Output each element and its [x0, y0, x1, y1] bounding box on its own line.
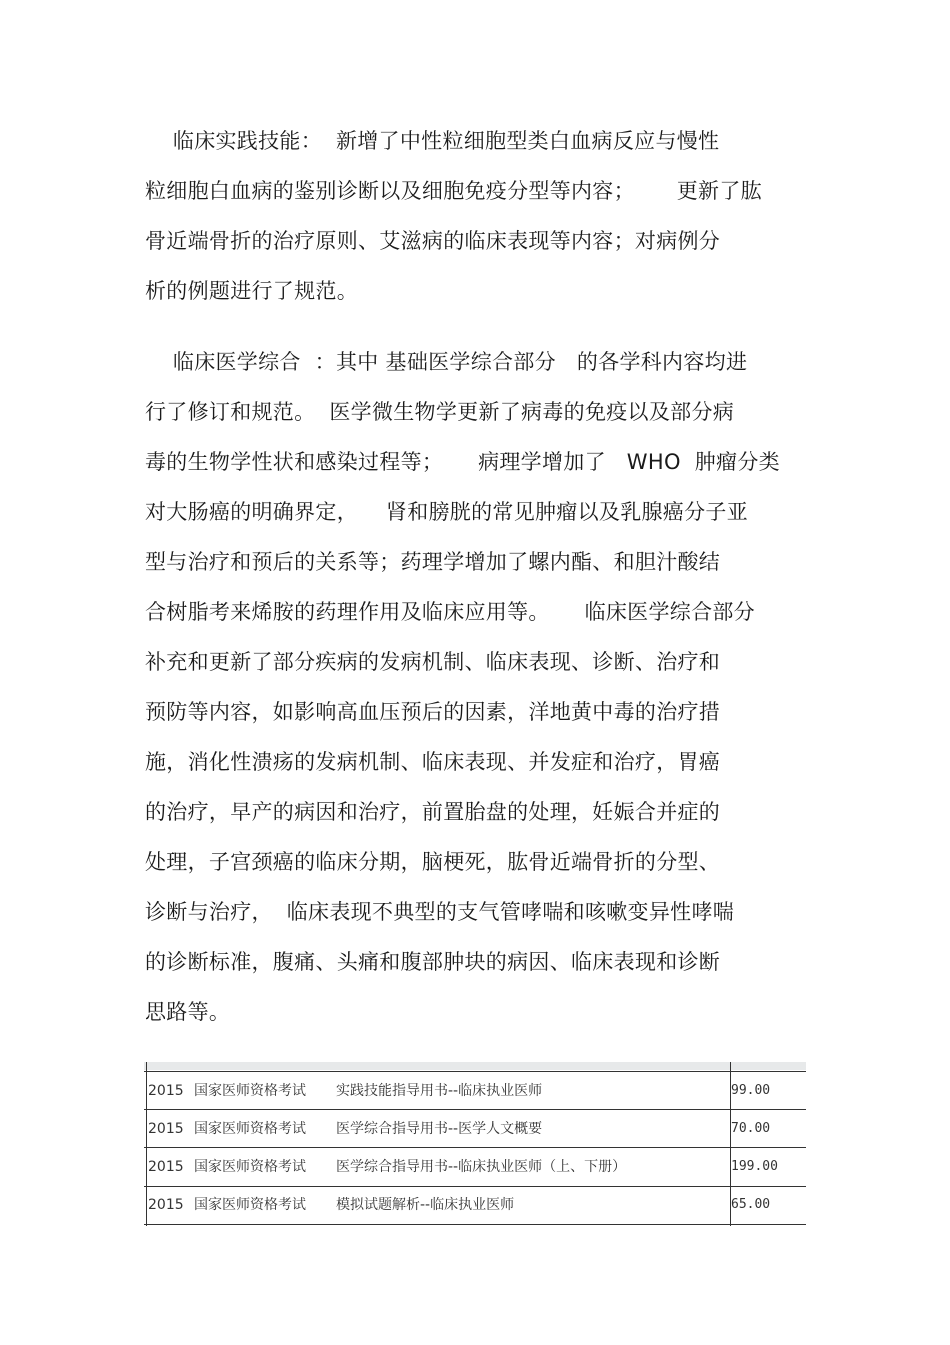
text-line: 合树脂考来烯胺的药理作用及临床应用等。 临床医学综合部分	[145, 600, 755, 624]
text-line: 思路等。	[145, 1000, 231, 1024]
series-cell: 国家医师资格考试	[194, 1197, 306, 1213]
title-cell: 医学综合指导用书--临床执业医师（上、下册）	[336, 1159, 627, 1175]
table-row-divider	[144, 1147, 806, 1148]
table-row-divider	[144, 1186, 806, 1187]
text-line: 处理，子宫颈癌的临床分期，脑梗死，肱骨近端骨折的分型、	[145, 850, 721, 874]
series-cell: 国家医师资格考试	[194, 1159, 306, 1175]
year-cell: 2015	[148, 1197, 184, 1213]
table-left-border	[146, 1062, 147, 1226]
price-cell: 65.00	[731, 1197, 771, 1212]
text-line: 对大肠癌的明确界定， 肾和膀胱的常见肿瘤以及乳腺癌分子亚	[145, 500, 748, 524]
text-line: 型与治疗和预后的关系等；药理学增加了螺内酯、和胆汁酸结	[145, 550, 721, 574]
year-cell: 2015	[148, 1159, 184, 1175]
text-line: 的诊断标准，腹痛、头痛和腹部肿块的病因、临床表现和诊断	[145, 950, 721, 974]
text-line: 粒细胞白血病的鉴别诊断以及细胞免疫分型等内容； 更新了肱	[145, 179, 762, 203]
title-cell: 实践技能指导用书--临床执业医师	[336, 1083, 543, 1099]
text-line: 预防等内容，如影响高血压预后的因素，洋地黄中毒的治疗措	[145, 700, 721, 724]
price-cell: 99.00	[731, 1083, 771, 1098]
year-cell: 2015	[148, 1083, 184, 1099]
series-cell: 国家医师资格考试	[194, 1083, 306, 1099]
price-cell: 70.00	[731, 1121, 771, 1136]
text-line: 行了修订和规范。 医学微生物学更新了病毒的免疫以及部分病	[145, 400, 735, 424]
text-line: 骨近端骨折的治疗原则、艾滋病的临床表现等内容；对病例分	[145, 229, 721, 253]
text-line: 诊断与治疗， 临床表现不典型的支气管哮喘和咳嗽变异性哮喘	[145, 900, 735, 924]
text-line: 临床实践技能： 新增了中性粒细胞型类白血病反应与慢性	[145, 129, 720, 153]
text-line: 补充和更新了部分疾病的发病机制、临床表现、诊断、治疗和	[145, 650, 721, 674]
text-line: 临床医学综合 ：其中 基础医学综合部分 的各学科内容均进	[145, 350, 748, 374]
table-row-divider	[144, 1071, 806, 1072]
table-header-strip	[144, 1062, 806, 1070]
text-line: 毒的生物学性状和感染过程等； 病理学增加了 WHO 肿瘤分类	[145, 450, 780, 474]
text-line: 析的例题进行了规范。	[145, 279, 358, 303]
table-row-divider	[144, 1109, 806, 1110]
series-cell: 国家医师资格考试	[194, 1121, 306, 1137]
text-line: 施，消化性溃疡的发病机制、临床表现、并发症和治疗，胃癌	[145, 750, 721, 774]
price-cell: 199.00	[731, 1159, 778, 1174]
text-line: 的治疗，早产的病因和治疗，前置胎盘的处理，妊娠合并症的	[145, 800, 721, 824]
table-row-divider	[144, 1224, 806, 1225]
book-price-table	[144, 1062, 806, 1228]
title-cell: 医学综合指导用书--医学人文概要	[336, 1121, 543, 1137]
title-cell: 模拟试题解析--临床执业医师	[336, 1197, 515, 1213]
year-cell: 2015	[148, 1121, 184, 1137]
